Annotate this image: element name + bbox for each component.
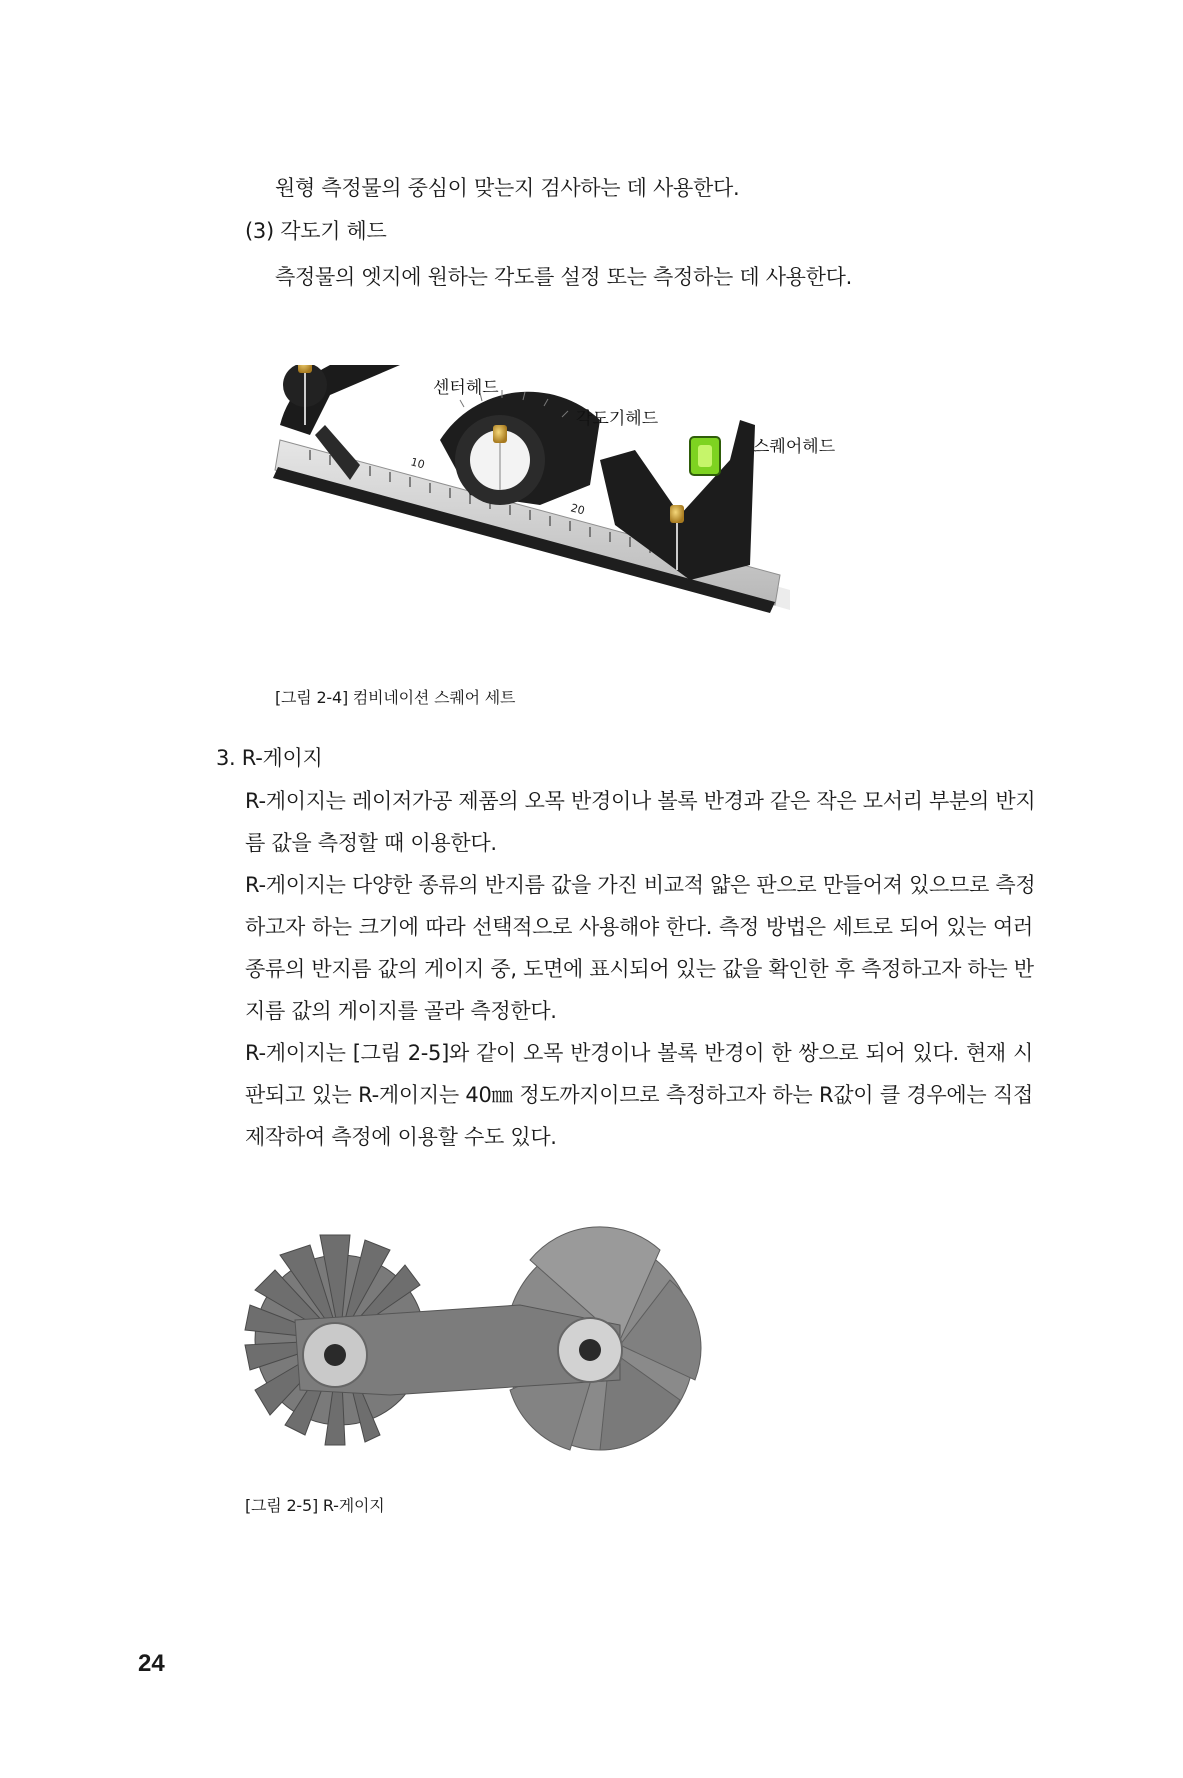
- r-gauge-pivot-left: [303, 1323, 367, 1387]
- protractor-head-heading: (3) 각도기 헤드: [245, 219, 387, 243]
- figure-2-4-caption: [그림 2-4] 컴비네이션 스퀘어 세트: [275, 688, 516, 707]
- paragraph-3-line-2: 판되고 있는 R-게이지는 40㎜ 정도까지이므로 측정하고자 하는 R값이 클 경우에는 직접: [245, 1083, 1033, 1107]
- label-protractor-head: 각도기헤드: [576, 409, 659, 429]
- label-center-head: 센터헤드: [433, 378, 499, 398]
- section-heading-r-gauge: 3. R-게이지: [216, 746, 323, 770]
- figure-r-gauge: [240, 1220, 720, 1470]
- r-gauge-pivot-right: [558, 1318, 622, 1382]
- paragraph-2-line-3: 종류의 반지름 값의 게이지 중, 도면에 표시되어 있는 값을 확인한 후 측정하고자 하는 반: [245, 957, 1034, 981]
- figure-combination-square: [270, 365, 850, 665]
- ruler-mark-10: 10: [409, 455, 427, 472]
- protractor-head-description: 측정물의 엣지에 원하는 각도를 설정 또는 측정하는 데 사용한다.: [275, 265, 853, 289]
- label-square-head: 스퀘어헤드: [753, 437, 836, 457]
- paragraph-1-line-1: R-게이지는 레이저가공 제품의 오목 반경이나 볼록 반경과 같은 작은 모서리 부분의 반지: [245, 789, 1036, 813]
- combination-square-illustration: [270, 365, 850, 665]
- figure-2-5-caption: [그림 2-5] R-게이지: [245, 1496, 385, 1515]
- center-head-description-tail: 원형 측정물의 중심이 맞는지 검사하는 데 사용한다.: [275, 176, 740, 200]
- paragraph-2-line-1: R-게이지는 다양한 종류의 반지름 값을 가진 비교적 얇은 판으로 만들어져 있으므로 측정: [245, 873, 1036, 897]
- paragraph-1-line-2: 름 값을 측정할 때 이용한다.: [245, 831, 497, 855]
- ruler-mark-20: 20: [569, 501, 587, 518]
- page-number: 24: [138, 1650, 165, 1677]
- paragraph-3-line-1: R-게이지는 [그림 2-5]와 같이 오목 반경이나 볼록 반경이 한 쌍으로 되어 있다. 현재 시: [245, 1041, 1033, 1065]
- paragraph-2-line-2: 하고자 하는 크기에 따라 선택적으로 사용해야 한다. 측정 방법은 세트로 되어 있는 여러: [245, 915, 1033, 939]
- paragraph-2-line-4: 지름 값의 게이지를 골라 측정한다.: [245, 999, 557, 1023]
- paragraph-3-line-3: 제작하여 측정에 이용할 수도 있다.: [245, 1125, 557, 1149]
- r-gauge-illustration: [240, 1220, 720, 1470]
